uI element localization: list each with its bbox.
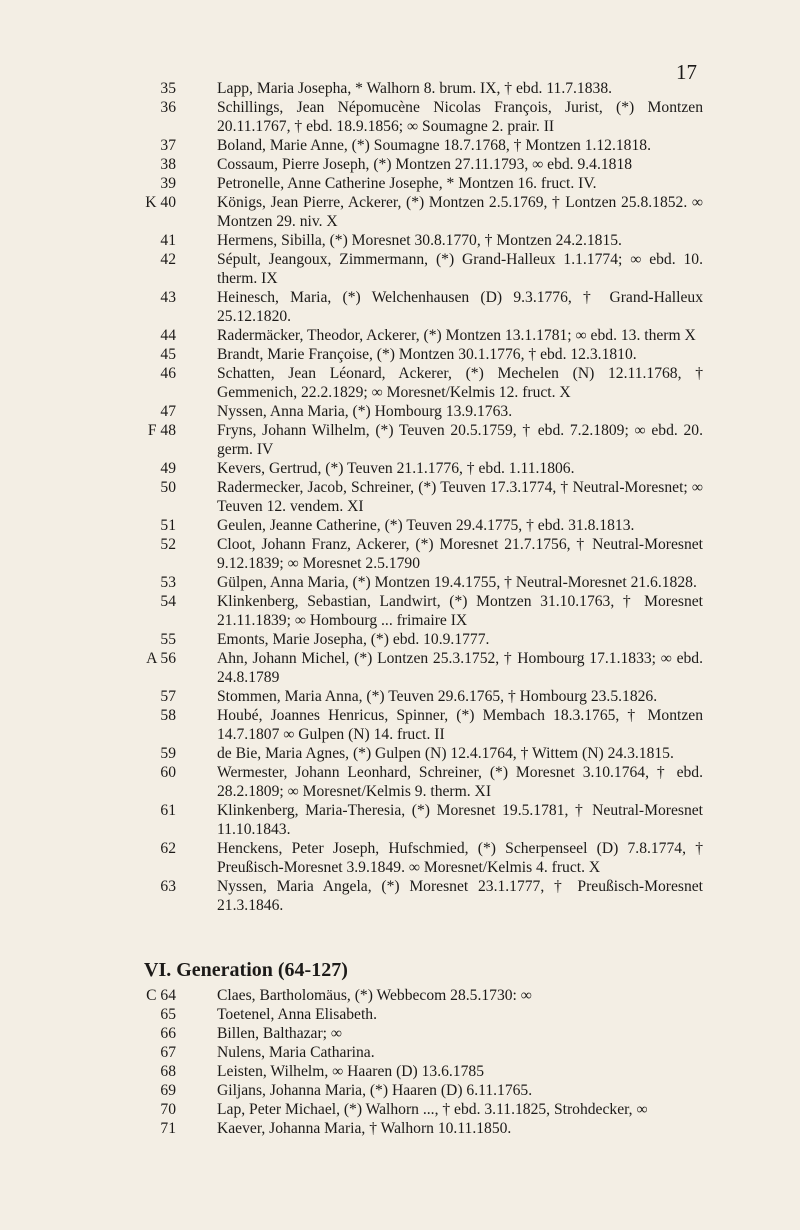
entry-number: 36: [160, 99, 176, 116]
genealogy-entry: [0, 1081, 800, 1100]
entry-number: 41: [160, 232, 176, 249]
entry-number: 35: [160, 80, 176, 97]
genealogy-entry: [0, 364, 800, 402]
entry-number: 67: [160, 1044, 176, 1061]
genealogy-entry: [0, 986, 800, 1005]
entry-text: Lapp, Maria Josepha, * Walhorn 8. brum. IX, † ebd. 11.7.1838.: [217, 80, 613, 97]
genealogy-entry: [0, 744, 800, 763]
entry-number: F 48: [147, 422, 176, 439]
section-heading: VI. Generation (64-127): [144, 959, 348, 981]
entry-text: Nulens, Maria Catharina.: [217, 1044, 375, 1061]
entry-text: Emonts, Marie Josepha, (*) ebd. 10.9.1777.: [217, 631, 490, 648]
entry-text: Schatten, Jean Léonard, Ackerer, (*) Mechelen (N) 12.11.1768, † Gemmenich, 22.2.1829; ∞ Moresnet/Kelmis 12. fruct. X: [217, 365, 703, 401]
genealogy-entry: [0, 573, 800, 592]
genealogy-entry: [0, 763, 800, 801]
entry-number: 71: [160, 1120, 176, 1137]
genealogy-entry: [0, 155, 800, 174]
genealogy-entry: [0, 801, 800, 839]
entry-number: 53: [160, 574, 176, 591]
entry-text: Leisten, Wilhelm, ∞ Haaren (D) 13.6.1785: [217, 1063, 484, 1080]
entry-number: 70: [160, 1101, 176, 1118]
genealogy-entry: [0, 516, 800, 535]
entry-number: 47: [160, 403, 176, 420]
entry-text: Sépult, Jeangoux, Zimmermann, (*) Grand-Halleux 1.1.1774; ∞ ebd. 10. therm. IX: [217, 251, 703, 287]
entry-text: Giljans, Johanna Maria, (*) Haaren (D) 6.11.1765.: [217, 1082, 533, 1099]
genealogy-entry: [0, 193, 800, 231]
entry-text: Stommen, Maria Anna, (*) Teuven 29.6.1765, † Hombourg 23.5.1826.: [217, 688, 658, 705]
entry-text: Claes, Bartholomäus, (*) Webbecom 28.5.1730: ∞: [217, 987, 532, 1004]
genealogy-entry: [0, 592, 800, 630]
entry-text: Heinesch, Maria, (*) Welchenhausen (D) 9.3.1776, † Grand-Halleux 25.12.1820.: [217, 289, 703, 325]
entry-text: Brandt, Marie Françoise, (*) Montzen 30.1.1776, † ebd. 12.3.1810.: [217, 346, 637, 363]
entry-text: Toetenel, Anna Elisabeth.: [217, 1006, 377, 1023]
genealogy-entry: [0, 706, 800, 744]
entry-number: 61: [160, 802, 176, 819]
entry-number: 51: [160, 517, 176, 534]
entry-text: Nyssen, Maria Angela, (*) Moresnet 23.1.1777, † Preußisch-Moresnet 21.3.1846.: [217, 878, 703, 914]
entry-number: A 56: [146, 650, 176, 667]
entry-number: 52: [160, 536, 176, 553]
genealogy-entry: [0, 79, 800, 98]
genealogy-entry: [0, 1119, 800, 1138]
entry-text: Kevers, Gertrud, (*) Teuven 21.1.1776, † ebd. 1.11.1806.: [217, 460, 575, 477]
entry-text: Boland, Marie Anne, (*) Soumagne 18.7.1768, † Montzen 1.12.1818.: [217, 137, 651, 154]
entry-number: 46: [160, 365, 176, 382]
entry-number: 62: [160, 840, 176, 857]
genealogy-entry: [0, 1062, 800, 1081]
entry-text: Gülpen, Anna Maria, (*) Montzen 19.4.1755, † Neutral-Moresnet 21.6.1828.: [217, 574, 697, 591]
entry-text: Petronelle, Anne Catherine Josephe, * Montzen 16. fruct. IV.: [217, 175, 597, 192]
entry-number: 63: [160, 878, 176, 895]
entry-number: 54: [160, 593, 176, 610]
entry-text: Billen, Balthazar; ∞: [217, 1025, 343, 1042]
entry-number: 55: [160, 631, 176, 648]
genealogy-entry: [0, 231, 800, 250]
entry-number: K 40: [145, 194, 176, 211]
genealogy-entry: [0, 402, 800, 421]
genealogy-entry: [0, 174, 800, 193]
entry-text: Ahn, Johann Michel, (*) Lontzen 25.3.1752, † Hombourg 17.1.1833; ∞ ebd. 24.8.1789: [217, 650, 703, 686]
entry-text: Schillings, Jean Népomucène Nicolas François, Jurist, (*) Montzen 20.11.1767, † ebd. 18.9.1856; ∞ Soumagne 2. prair. II: [217, 99, 703, 135]
entry-number: C 64: [146, 987, 176, 1004]
entry-text: Hermens, Sibilla, (*) Moresnet 30.8.1770, † Montzen 24.2.1815.: [217, 232, 622, 249]
entry-text: Kaever, Johanna Maria, † Walhorn 10.11.1850.: [217, 1120, 512, 1137]
entry-number: 42: [160, 251, 176, 268]
genealogy-entry: [0, 1005, 800, 1024]
genealogy-entry: [0, 1100, 800, 1119]
entry-text: Nyssen, Anna Maria, (*) Hombourg 13.9.1763.: [217, 403, 513, 420]
entry-text: Klinkenberg, Sebastian, Landwirt, (*) Montzen 31.10.1763, † Moresnet 21.11.1839; ∞ Hombourg ... frimaire IX: [217, 593, 703, 629]
genealogy-entry: [0, 1024, 800, 1043]
entry-text: Wermester, Johann Leonhard, Schreiner, (*) Moresnet 3.10.1764, † ebd. 28.2.1809; ∞ Moresnet/Kelmis 9. therm. XI: [217, 764, 703, 800]
entry-number: 58: [160, 707, 176, 724]
entry-text: Houbé, Joannes Henricus, Spinner, (*) Membach 18.3.1765, † Montzen 14.7.1807 ∞ Gulpen (N) 14. fruct. II: [217, 707, 703, 743]
entry-number: 65: [160, 1006, 176, 1023]
entry-text: Henckens, Peter Joseph, Hufschmied, (*) Scherpenseel (D) 7.8.1774, † Preußisch-Moresnet 3.9.1849. ∞ Moresnet/Kelmis 4. fruct. X: [217, 840, 703, 876]
entry-text: Klinkenberg, Maria-Theresia, (*) Moresnet 19.5.1781, † Neutral-Moresnet 11.10.1843.: [217, 802, 703, 838]
genealogy-entry: [0, 345, 800, 364]
genealogy-entry: [0, 1043, 800, 1062]
genealogy-entry: [0, 630, 800, 649]
entry-text: de Bie, Maria Agnes, (*) Gulpen (N) 12.4.1764, † Wittem (N) 24.3.1815.: [217, 745, 674, 762]
entry-text: Königs, Jean Pierre, Ackerer, (*) Montzen 2.5.1769, † Lontzen 25.8.1852. ∞ Montzen 29. niv. X: [217, 194, 703, 230]
genealogy-entry: [0, 288, 800, 326]
genealogy-entry: [0, 649, 800, 687]
entry-number: 43: [160, 289, 176, 306]
genealogy-entry: [0, 98, 800, 136]
entry-text: Radermäcker, Theodor, Ackerer, (*) Montzen 13.1.1781; ∞ ebd. 13. therm X: [217, 327, 696, 344]
entry-number: 69: [160, 1082, 176, 1099]
entry-number: 45: [160, 346, 176, 363]
entry-list-generation-5: [0, 79, 800, 915]
entry-text: Lap, Peter Michael, (*) Walhorn ..., † ebd. 3.11.1825, Strohdecker, ∞: [217, 1101, 648, 1118]
entry-number: 39: [160, 175, 176, 192]
genealogy-entry: [0, 136, 800, 155]
entry-number: 66: [160, 1025, 176, 1042]
entry-number: 59: [160, 745, 176, 762]
entry-number: 38: [160, 156, 176, 173]
entry-text: Cossaum, Pierre Joseph, (*) Montzen 27.11.1793, ∞ ebd. 9.4.1818: [217, 156, 633, 173]
entry-number: 68: [160, 1063, 176, 1080]
genealogy-entry: [0, 459, 800, 478]
entry-text: Cloot, Johann Franz, Ackerer, (*) Moresnet 21.7.1756, † Neutral-Moresnet 9.12.1839; ∞ Moresnet 2.5.1790: [217, 536, 703, 572]
entry-list-generation-6: [0, 986, 800, 1138]
genealogy-entry: [0, 421, 800, 459]
genealogy-entry: [0, 687, 800, 706]
entry-text: Geulen, Jeanne Catherine, (*) Teuven 29.4.1775, † ebd. 31.8.1813.: [217, 517, 635, 534]
genealogy-entry: [0, 478, 800, 516]
page-number: 17: [676, 60, 697, 84]
entry-number: 37: [160, 137, 176, 154]
genealogy-entry: [0, 250, 800, 288]
entry-text: Fryns, Johann Wilhelm, (*) Teuven 20.5.1759, † ebd. 7.2.1809; ∞ ebd. 20. germ. IV: [217, 422, 703, 458]
genealogy-entry: [0, 326, 800, 345]
genealogy-entry: [0, 877, 800, 915]
entry-number: 60: [160, 764, 176, 781]
genealogy-entry: [0, 839, 800, 877]
entry-number: 57: [160, 688, 176, 705]
entry-text: Radermecker, Jacob, Schreiner, (*) Teuven 17.3.1774, † Neutral-Moresnet; ∞ Teuven 12. vendem. XI: [217, 479, 703, 515]
entry-number: 44: [160, 327, 176, 344]
genealogy-entry: [0, 535, 800, 573]
entry-number: 49: [160, 460, 176, 477]
entry-number: 50: [160, 479, 176, 496]
